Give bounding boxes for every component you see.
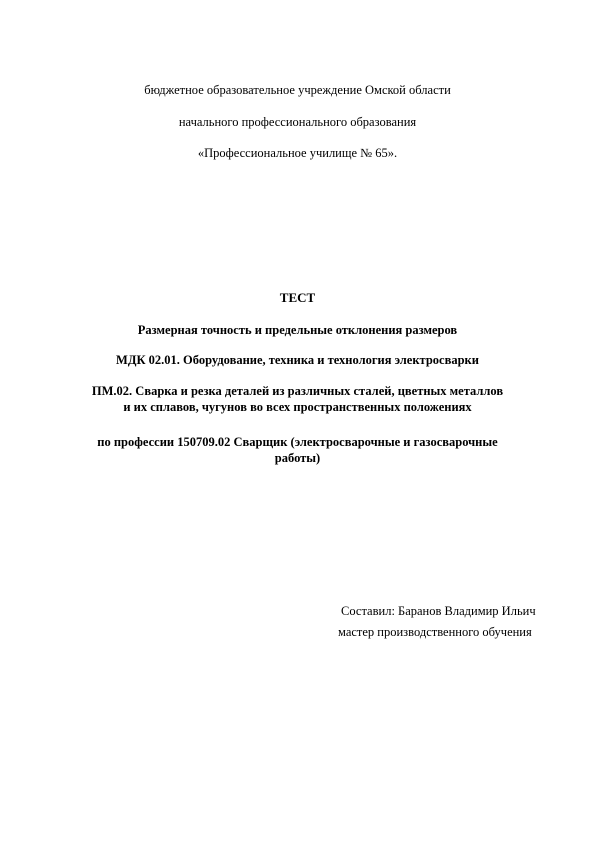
document-title: ТЕСТ	[279, 290, 316, 305]
profession-line-1: по профессии 150709.02 Сварщик (электросварочные и газосварочные	[97, 435, 498, 449]
institution-name-line-2: начального профессионального образования	[178, 115, 417, 129]
institution-name-line-1: бюджетное образовательное учреждение Омской области	[144, 83, 451, 97]
test-subject: Размерная точность и предельные отклонения размеров	[137, 323, 458, 337]
profession-line-2: работы)	[274, 451, 321, 465]
pm-line-2: и их сплавов, чугунов во всех пространственных положениях	[123, 400, 472, 414]
mdk-line: МДК 02.01. Оборудование, техника и технология электросварки	[116, 353, 479, 367]
author-position: мастер производственного обучения	[338, 625, 532, 639]
compiled-by: Составил: Баранов Владимир Ильич	[341, 604, 536, 618]
institution-name-line-3: «Профессиональное училище № 65».	[197, 146, 398, 160]
pm-line-1: ПМ.02. Сварка и резка деталей из различных сталей, цветных металлов	[91, 384, 504, 398]
